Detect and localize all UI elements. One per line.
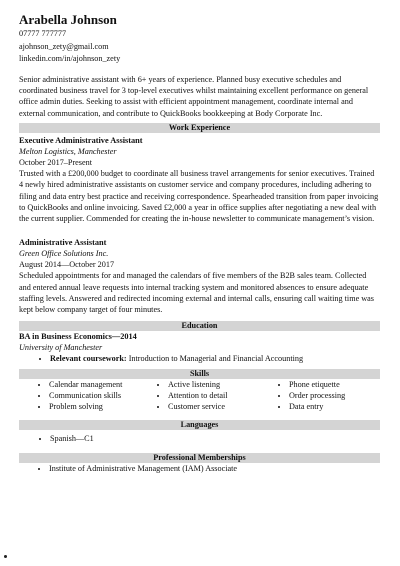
memberships-list — [19, 463, 380, 474]
linkedin-url: linkedin.com/in/ajohnson_zety — [19, 54, 121, 64]
phone-number: 07777 777777 — [19, 29, 67, 38]
skills-grid — [19, 379, 380, 412]
membership-item: • Institute of Administrative Management (IAM) Associate — [49, 463, 380, 474]
skill-item: • Phone etiquette — [289, 379, 380, 390]
skill-item: • Customer service — [168, 401, 259, 412]
education-entry — [19, 331, 380, 364]
bullet-dot-icon — [4, 555, 7, 558]
job-entry — [19, 135, 380, 224]
section-header-work: Work Experience — [19, 123, 380, 133]
job-description: Scheduled appointments for and managed the calendars of five members of the B2B sales team. Collected and entered annual leave requests into internal tracking system and monitored absences to ensure adequate staffing levels. Answered and redirected incoming external and internal calls, ensuring call waiting time was kept below company target of four minutes. — [19, 271, 374, 315]
section-header-skills: Skills — [19, 369, 380, 379]
skill-item: • Attention to detail — [168, 390, 259, 401]
memberships-block — [19, 463, 380, 474]
job-entry — [19, 237, 380, 315]
job-title: Executive Administrative Assistant — [19, 135, 143, 145]
skill-item: • Problem solving — [49, 401, 140, 412]
skill-item: • Active listening — [168, 379, 259, 390]
job-dates: August 2014—October 2017 — [19, 260, 115, 270]
resume-header — [19, 12, 380, 66]
skill-item: • Calendar management — [49, 379, 140, 390]
spacer — [19, 224, 380, 235]
profile-summary: Senior administrative assistant with 6+ years of experience. Planned busy executive schedules and coordinated business travel for 3 top-level executives whilst maintaining excellent performance on general office admin duties. Seeking to assist with efficient appointment management, coordinate internal and external communication, and contribute to QuickBooks bookkeeping at Body Corporate Inc. — [19, 74, 369, 118]
section-header-languages: Languages — [19, 420, 380, 430]
coursework-text: Introduction to Managerial and Financial Accounting — [126, 353, 304, 363]
skill-item: • Order processing — [289, 390, 380, 401]
language-item: • Spanish—C1 — [50, 433, 380, 444]
job-title: Administrative Assistant — [19, 238, 107, 248]
job-dates: October 2017–Present — [19, 157, 92, 167]
degree-title: BA in Business Economics—2014 — [19, 331, 137, 341]
coursework-item — [50, 353, 380, 364]
coursework-label: Relevant coursework: — [50, 353, 127, 363]
section-header-education: Education — [19, 321, 380, 331]
job-employer: Melton Logistics, Manchester — [19, 146, 117, 156]
skills-column — [259, 379, 380, 412]
skills-column — [140, 379, 259, 412]
job-description: Trusted with a £200,000 budget to coordinate all business travel arrangements for senior executives. Trained 4 newly hired administrative assistants on customer service and company procedures, including adhering to filing and data entry best practice and receiving correspondence. Spearheaded transition from paper invoicing to QuickBooks and online invoicing. Saved £2,000 a year in office supplies after negotiating a new deal with the current supplier. Commended for creating the in-house newsletter to communicate management’s vision. — [19, 168, 379, 224]
section-header-memberships: Professional Memberships — [19, 453, 380, 463]
school-name: University of Manchester — [19, 342, 103, 352]
skill-item: • Communication skills — [49, 390, 140, 401]
job-employer: Green Office Solutions Inc. — [19, 249, 109, 259]
email-address: ajohnson_zety@gmail.com — [19, 41, 109, 51]
candidate-name: Arabella Johnson — [19, 12, 117, 27]
languages-list — [19, 433, 380, 444]
coursework-list — [19, 353, 380, 364]
skill-item: • Data entry — [289, 401, 380, 412]
skills-column — [19, 379, 140, 412]
